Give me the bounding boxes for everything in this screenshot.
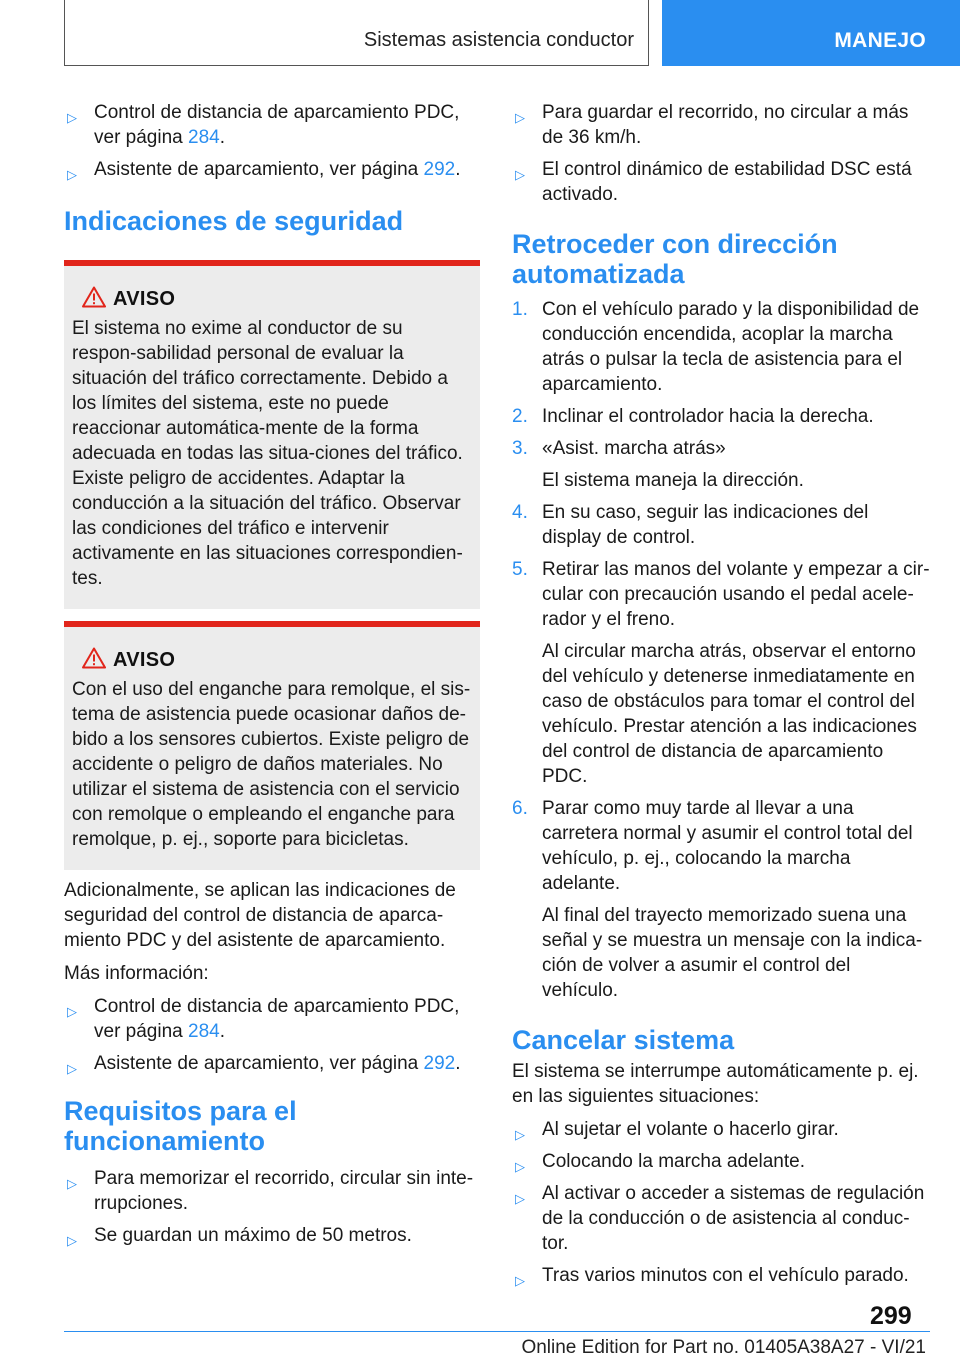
list-item-step: 3. «Asist. marcha atrás» El sistema maneja la dirección. [512, 436, 930, 493]
list-item: ▷ Para guardar el recorrido, no circular a más de 36 km/h. [515, 102, 909, 148]
step-number: 5. [512, 559, 528, 580]
bullet-triangle-icon: ▷ [515, 1159, 525, 1174]
bullet-triangle-icon: ▷ [67, 110, 77, 125]
footer-divider [64, 1331, 930, 1332]
list-item: ▷ Control de distancia de aparcamiento PDC, ver página 284. [67, 102, 460, 148]
warning-text: El sistema no exime al conductor de su respon-sabilidad personal de evaluar la situación del tráfico correctamente. Debido a los límites del sistema, este no puede reaccionar automática-mente de la forma adecuada en todas las situa-ciones del tráfico. Existe peligro de accidentes. Adaptar la conducción a la situación del tráfico. Observar las condiciones del tráfico e intervenir activamente en las situaciones correspondien-tes. [72, 318, 463, 589]
bullet-triangle-icon: ▷ [515, 1127, 525, 1142]
bullet-triangle-icon: ▷ [67, 1176, 77, 1191]
step-number: 2. [512, 406, 528, 427]
list-item-step: 1. Con el vehículo parado y la disponibilidad de conducción encendida, acoplar la marcha atrás o pulsar la tecla de asistencia para el aparcamiento. [512, 299, 920, 395]
left-column [64, 100, 480, 1255]
list-item: ▷ Control de distancia de aparcamiento PDC, ver página 284. [67, 996, 460, 1042]
bullet-triangle-icon: ▷ [515, 1191, 525, 1206]
list-item: ▷ Se guardan un máximo de 50 metros. [64, 1223, 480, 1248]
list-item: ▷ Al sujetar el volante o hacerlo girar. [512, 1117, 930, 1142]
list-item-step: 2. Inclinar el controlador hacia la derecha. [512, 406, 874, 427]
warning-title: AVISO [113, 288, 176, 310]
section-heading-requirements: Requisitos para el funcionamiento [64, 1096, 297, 1156]
page-link[interactable]: 292 [423, 159, 456, 180]
step-number: 4. [512, 502, 528, 523]
bullet-triangle-icon: ▷ [67, 167, 77, 182]
bullet-triangle-icon: ▷ [67, 1233, 77, 1248]
list-item: ▷ Para memorizar el recorrido, circular sin inte-rrupciones. [67, 1168, 474, 1214]
list-item-step: 4. En su caso, seguir las indicaciones del display de control. [512, 502, 869, 548]
footer-edition: Online Edition for Part no. 01405A38A27 - VI/21 [521, 1337, 926, 1358]
bullet-triangle-icon: ▷ [515, 1273, 525, 1288]
header-section-title: Sistemas asistencia conductor [363, 29, 634, 51]
step-number: 3. [512, 438, 528, 459]
list-item: ▷ El control dinámico de estabilidad DSC está activado. [515, 159, 912, 205]
header-chapter-title: MANEJO [834, 29, 926, 52]
section-heading-cancel: Cancelar sistema [512, 1025, 735, 1055]
right-column [512, 100, 930, 1295]
bullet-triangle-icon: ▷ [515, 110, 525, 125]
warning-box [64, 260, 480, 609]
list-item: ▷ Colocando la marcha adelante. [512, 1149, 930, 1174]
header-chapter-tab [662, 0, 960, 66]
warning-triangle-icon [82, 286, 106, 308]
step-note: Al circular marcha atrás, observar el entorno del vehículo y detenerse inmediatamente en caso de obstáculos para tomar el control del vehículo. Prestar atención a las indicaciones del control de distancia de aparcamiento PDC. [542, 641, 917, 787]
warning-box [64, 621, 480, 870]
bullet-triangle-icon: ▷ [515, 167, 525, 182]
paragraph-more-info: Más información: [64, 963, 209, 984]
list-item: ▷ Al activar o acceder a sistemas de regulación de la conducción o de asistencia al conduc-tor. [515, 1183, 925, 1254]
list-item-step: 6. Parar como muy tarde al llevar a una carretera normal y asumir el control total del vehículo, p. ej., colocando la marcha adelante. Al final del trayecto memorizado suena una señal y se muestra un mensaje con la indica-ción de volver a asumir el control del vehículo. [512, 796, 930, 1003]
step-number: 6. [512, 798, 528, 819]
page-link[interactable]: 284 [188, 127, 220, 148]
paragraph-additional: Adicionalmente, se aplican las indicaciones de seguridad del control de distancia de aparca-miento PDC y del asistente de aparcamiento. [64, 880, 456, 951]
page-number: 299 [870, 1302, 912, 1330]
section-heading-safety: Indicaciones de seguridad [64, 206, 404, 236]
section-heading-reverse: Retroceder con dirección automatizada [512, 229, 838, 289]
step-note: El sistema maneja la dirección. [542, 470, 804, 491]
list-item: ▷ Asistente de aparcamiento, ver página 292. [64, 1051, 480, 1076]
warning-title: AVISO [113, 649, 176, 671]
list-item-step: 5. Retirar las manos del volante y empezar a cir-cular con precaución usando el pedal acele-rador y el freno. Al circular marcha atrás, observar el entorno del vehículo y detenerse inmediatamente en caso de obstáculos para tomar el control del vehículo. Prestar atención a las indicaciones del control de distancia de aparcamiento PDC. [512, 559, 930, 787]
paragraph-cancel-intro: El sistema se interrumpe automáticamente p. ej. en las siguientes situaciones: [512, 1061, 919, 1107]
bullet-triangle-icon: ▷ [67, 1061, 77, 1076]
header-section-box [64, 0, 649, 66]
page-link[interactable]: 292 [423, 1053, 456, 1074]
warning-text: Con el uso del enganche para remolque, el sis-tema de asistencia puede ocasionar daños de-bido a los sensores cubiertos. Existe peligro de accidente o peligro de daños materiales. No utilizar el sistema de asistencia con el servicio con remolque o empleando el enganche para remolque, p. ej., soporte para bicicletas. [72, 679, 471, 850]
warning-triangle-icon [82, 647, 106, 669]
bullet-triangle-icon: ▷ [67, 1004, 77, 1019]
step-number: 1. [512, 299, 528, 320]
step-note: Al final del trayecto memorizado suena una señal y se muestra un mensaje con la indica-ción de volver a asumir el control del vehículo. [542, 905, 923, 1001]
list-item: ▷ Tras varios minutos con el vehículo parado. [512, 1263, 930, 1288]
page-link[interactable]: 284 [188, 1021, 220, 1042]
list-item: ▷ Asistente de aparcamiento, ver página 292. [64, 157, 480, 182]
